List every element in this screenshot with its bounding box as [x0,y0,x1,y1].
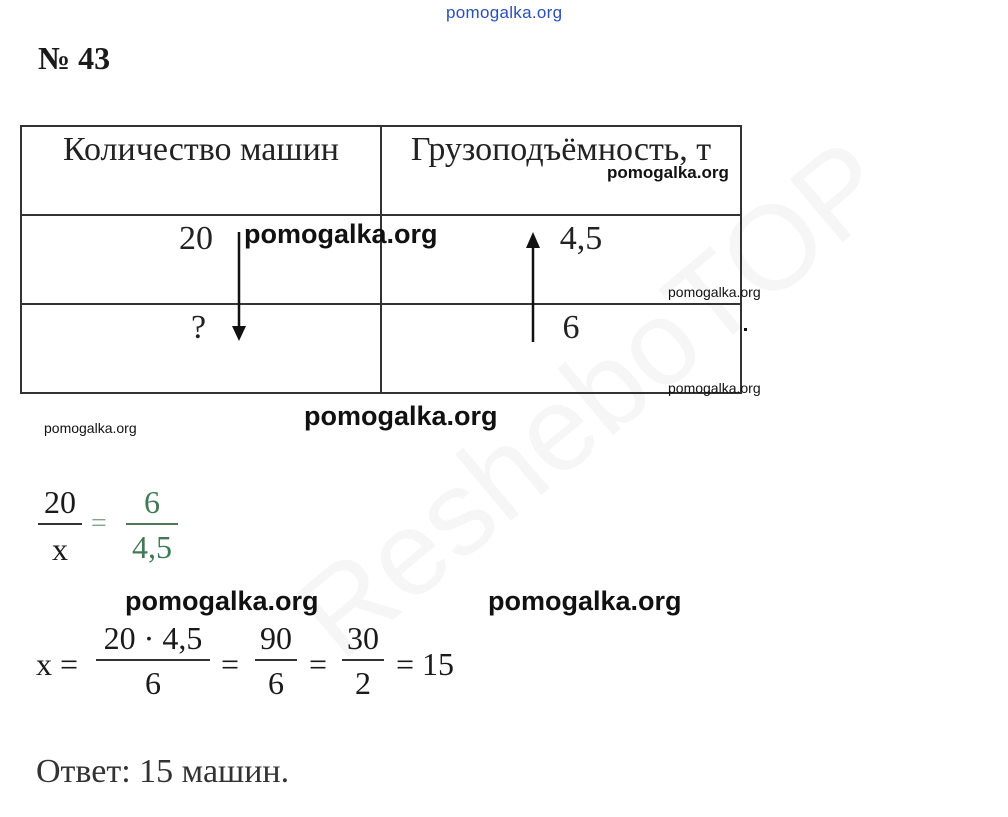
fraction-30-over-2 [342,620,384,702]
numerator: 6 [144,484,160,520]
table-cell: 4,5 [381,215,741,304]
dot-mark [744,328,747,331]
watermark: pomogalka.org [125,586,319,616]
top-watermark: pomogalka.org [446,3,563,22]
denominator: x [52,531,68,567]
x-equals: x = [36,646,79,682]
up-arrow-icon [526,232,540,342]
table-cell: 6 [381,304,741,393]
denominator: 4,5 [132,529,172,565]
denominator: 6 [145,665,161,701]
watermark: pomogalka.org [304,401,498,431]
equals-sign: = [221,646,240,682]
problem-number: № 43 [38,40,111,76]
watermark: pomogalka.org [668,284,761,300]
fraction-20-over-x [38,484,82,568]
equals-sign: = [91,508,107,539]
numerator: 30 [347,620,379,656]
numerator: 90 [260,620,292,656]
numerator: 20 · 4,5 [103,620,203,656]
watermark: pomogalka.org [607,163,729,182]
fraction-product [96,620,210,702]
table-cell: ? [21,304,381,393]
fraction-6-over-4-5 [126,484,178,566]
watermark: pomogalka.org [244,219,438,249]
answer-text: Ответ: 15 машин. [36,753,290,790]
watermark: pomogalka.org [488,586,682,616]
denominator: 6 [268,665,284,701]
result: = 15 [396,646,455,682]
denominator: 2 [355,665,371,701]
watermark: pomogalka.org [668,380,761,396]
equals-sign: = [309,646,328,682]
fraction-90-over-6 [255,620,297,702]
table-header-cell: Количество машин [21,126,381,215]
table-cell: 20 [21,215,381,304]
watermark: pomogalka.org [44,420,137,436]
numerator: 20 [44,484,76,520]
table-header-cell: Грузоподъёмность, т [381,126,741,215]
